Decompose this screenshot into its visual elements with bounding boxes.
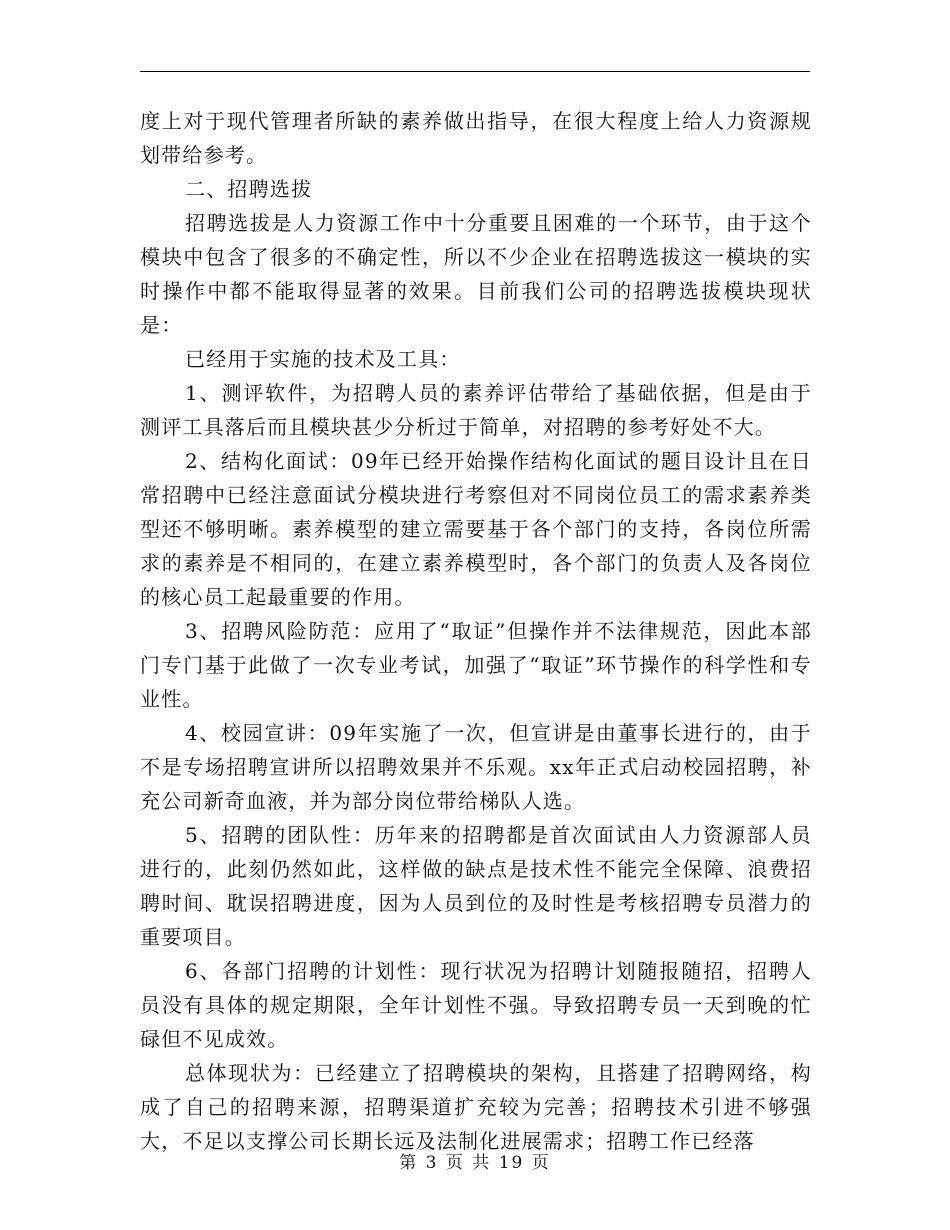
paragraph-3: 招聘选拔是人力资源工作中十分重要且困难的一个环节，由于这个模块中包含了很多的不确定性，所以不少企业在招聘选拔这一模块的实时操作中都不能取得显著的效果。目前我们公司的招聘选拔模块现状是： (140, 211, 812, 337)
paragraph-4: 已经用于实施的技术及工具： (185, 347, 461, 371)
section-heading: 二、招聘选拔 (185, 177, 313, 201)
list-item-6: 6、各部门招聘的计划性：现行状况为招聘计划随报随招，招聘人员没有具体的规定期限，全年计划性不强。导致招聘专员一天到晚的忙碌但不见成效。 (140, 959, 812, 1051)
list-item-1: 1、测评软件，为招聘人员的素养评估带给了基础依据，但是由于测评工具落后而且模块甚少分析过于简单，对招聘的参考好处不大。 (140, 381, 812, 439)
list-item-5: 5、招聘的团队性：历年来的招聘都是首次面试由人力资源部人员进行的，此刻仍然如此，这样做的缺点是技术性不能完全保障、浪费招聘时间、耽误招聘进度，因为人员到位的及时性是考核招聘专员潜力的重要项目。 (140, 823, 812, 949)
page-number-footer: 第 3 页 共 19 页 (399, 1153, 551, 1173)
list-item-3: 3、招聘风险防范：应用了“取证”但操作并不法律规范，因此本部门专门基于此做了一次专业考试，加强了“取证”环节操作的科学性和专业性。 (140, 619, 812, 711)
list-item-4: 4、校园宣讲：09年实施了一次，但宣讲是由董事长进行的，由于不是专场招聘宣讲所以招聘效果并不乐观。xx年正式启动校园招聘，补充公司新奇血液，并为部分岗位带给梯队人选。 (140, 721, 812, 813)
list-item-2: 2、结构化面试：09年已经开始操作结构化面试的题目设计且在日常招聘中已经注意面试分模块进行考察但对不同岗位员工的需求素养类型还不够明晰。素养模型的建立需要基于各个部门的支持，各岗位所需求的素养是不相同的，在建立素养模型时，各个部门的负责人及各岗位的核心员工起最重要的作用。 (140, 449, 812, 609)
summary-paragraph: 总体现状为：已经建立了招聘模块的架构，且搭建了招聘网络，构成了自己的招聘来源，招聘渠道扩充较为完善；招聘技术引进不够强大，不足以支撑公司长期长远及法制化进展需求；招聘工作已经落 (140, 1061, 812, 1153)
header-rule (140, 71, 810, 72)
document-body (140, 104, 812, 1158)
paragraph-1: 度上对于现代管理者所缺的素养做出指导，在很大程度上给人力资源规划带给参考。 (140, 109, 812, 167)
